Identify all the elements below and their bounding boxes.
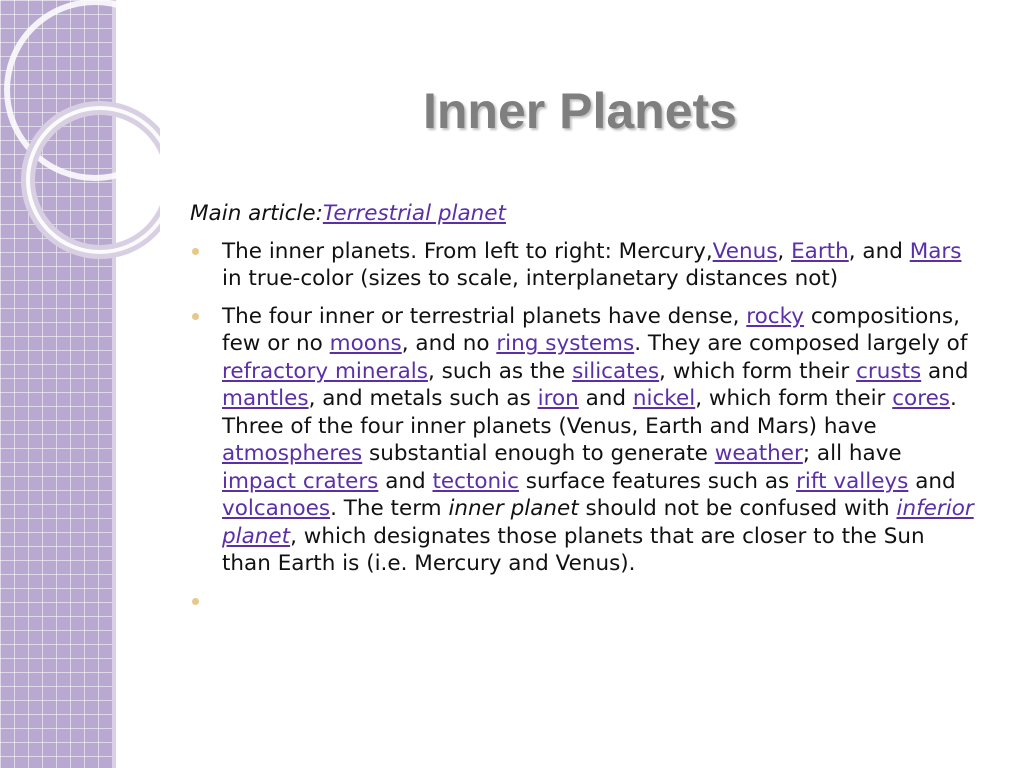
text: . The term	[330, 496, 449, 521]
main-article-line	[190, 200, 980, 228]
bullet-item-empty	[190, 588, 980, 608]
text: compositions, few or no	[222, 303, 960, 356]
text: , and metals such as	[308, 386, 538, 411]
link-terrestrial-planet[interactable]: Terrestrial planet	[322, 201, 506, 226]
slide-body	[190, 200, 980, 618]
link-rocky[interactable]: rocky	[746, 303, 804, 329]
text: , which form their	[659, 358, 857, 384]
text: . They are composed largely of	[634, 331, 968, 356]
link-earth[interactable]: Earth	[791, 238, 849, 264]
text: surface features such as	[518, 468, 797, 494]
link-impact-craters[interactable]: impact craters	[222, 468, 379, 494]
text: , and	[848, 238, 910, 264]
text: and	[908, 468, 956, 494]
link-iron[interactable]: iron	[537, 386, 579, 411]
text: ; all have	[802, 441, 902, 466]
bullet-list	[190, 238, 980, 608]
text: , which designates those planets that are closer to the Sun than Earth is (i.e. Mercury and Venus).	[222, 523, 925, 576]
bullet-dot	[192, 248, 199, 255]
link-rift-valleys[interactable]: rift valleys	[796, 468, 909, 494]
text: The inner planets. From left to right: Mercury,	[222, 238, 713, 264]
text: , and no	[401, 331, 497, 356]
text: , such as the	[427, 358, 573, 384]
link-crusts[interactable]: crusts	[856, 358, 922, 384]
text: substantial enough to generate	[362, 441, 715, 466]
link-moons[interactable]: moons	[329, 331, 402, 356]
text: in true-color (sizes to scale, interplanetary distances not)	[222, 266, 839, 291]
text: and	[921, 358, 969, 384]
link-venus[interactable]: Venus	[712, 238, 778, 264]
text: and	[578, 386, 633, 411]
decorative-rings	[0, 0, 160, 260]
link-mars[interactable]: Mars	[909, 238, 962, 264]
text: should not be confused with	[578, 496, 897, 521]
link-cores[interactable]: cores	[892, 386, 951, 411]
text: and	[378, 468, 433, 494]
text: . Three of the four inner planets (Venus, Earth and Mars) have	[222, 386, 957, 439]
text: The four inner or terrestrial planets have dense,	[222, 303, 747, 329]
main-article-prefix: Main article:	[190, 201, 323, 226]
text: ,	[777, 238, 792, 264]
slide-title: Inner Planets	[423, 83, 737, 139]
link-weather[interactable]: weather	[714, 441, 803, 466]
bullet-item-terrestrial-planets	[190, 303, 980, 578]
link-ring-systems[interactable]: ring systems	[496, 331, 635, 356]
bullet-dot	[192, 313, 199, 320]
link-refractory-minerals[interactable]: refractory minerals	[222, 358, 428, 384]
link-inferior-planet[interactable]: inferior planet	[222, 496, 974, 549]
text: , which form their	[695, 386, 893, 411]
link-mantles[interactable]: mantles	[222, 386, 309, 411]
bullet-dot	[192, 598, 199, 605]
italic-term-inner-planet: inner planet	[448, 496, 579, 521]
bullet-item-inner-planets-image	[190, 238, 980, 293]
link-nickel[interactable]: nickel	[632, 386, 696, 411]
link-silicates[interactable]: silicates	[572, 358, 660, 384]
link-volcanoes[interactable]: volcanoes	[222, 496, 331, 521]
link-tectonic[interactable]: tectonic	[432, 468, 519, 494]
link-atmospheres[interactable]: atmospheres	[222, 441, 363, 466]
